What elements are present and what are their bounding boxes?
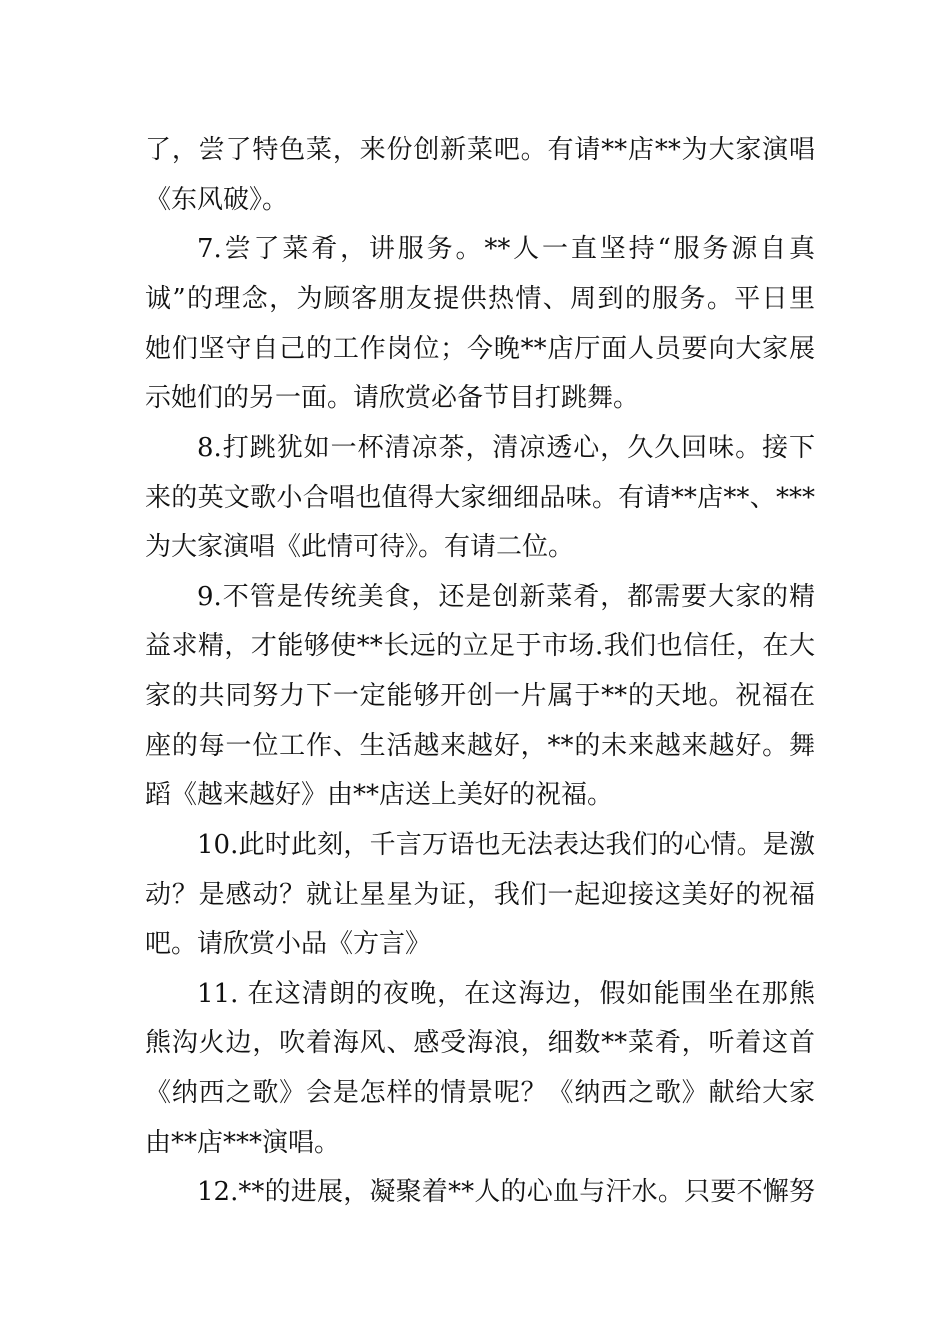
text-line: 她们坚守自己的工作岗位；今晚**店厅面人员要向大家展: [145, 334, 815, 364]
text-line: 示她们的另一面。请欣赏必备节目打跳舞。: [145, 383, 640, 413]
text-line: 蹈《越来越好》由**店送上美好的祝福。: [145, 780, 614, 810]
text-line: 由**店***演唱。: [145, 1128, 341, 1158]
text-line: 诚”的理念，为顾客朋友提供热情、周到的服务。平日里: [145, 284, 815, 314]
text-line: 熊沟火边，吹着海风、感受海浪，细数**菜肴，听着这首: [145, 1028, 815, 1058]
text-line: 了，尝了特色菜，来份创新菜吧。有请**店**为大家演唱: [145, 135, 815, 165]
paragraph-11-first-line: 11. 在这清朗的夜晚，在这海边，假如能围坐在那熊: [197, 979, 815, 1009]
text-line: 吧。请欣赏小品《方言》: [145, 929, 432, 959]
text-line: 动？是感动？就让星星为证，我们一起迎接这美好的祝福: [145, 880, 815, 910]
paragraph-9-first-line: 9.不管是传统美食，还是创新菜肴，都需要大家的精: [197, 582, 815, 612]
paragraph-7-first-line: 7.尝了菜肴，讲服务。**人一直坚持“服务源自真: [197, 234, 815, 264]
text-line: 《纳西之歌》会是怎样的情景呢？《纳西之歌》献给大家: [145, 1078, 815, 1108]
paragraph-12-first-line: 12.**的进展，凝聚着**人的心血与汗水。只要不懈努: [197, 1177, 815, 1207]
text-line: 《东风破》。: [145, 185, 289, 215]
text-line: 为大家演唱《此情可待》。有请二位。: [145, 532, 575, 562]
text-line: 益求精，才能够使**长远的立足于市场.我们也信任，在大: [145, 631, 815, 661]
paragraph-10-first-line: 10.此时此刻，千言万语也无法表达我们的心情。是激: [197, 830, 815, 860]
text-line: 家的共同努力下一定能够开创一片属于**的天地。祝福在: [145, 681, 815, 711]
paragraph-8-first-line: 8.打跳犹如一杯清凉茶，清凉透心，久久回味。接下: [197, 433, 815, 463]
text-line: 来的英文歌小合唱也值得大家细细品味。有请**店**、***: [145, 483, 815, 513]
text-line: 座的每一位工作、生活越来越好，**的未来越来越好。舞: [145, 731, 815, 761]
